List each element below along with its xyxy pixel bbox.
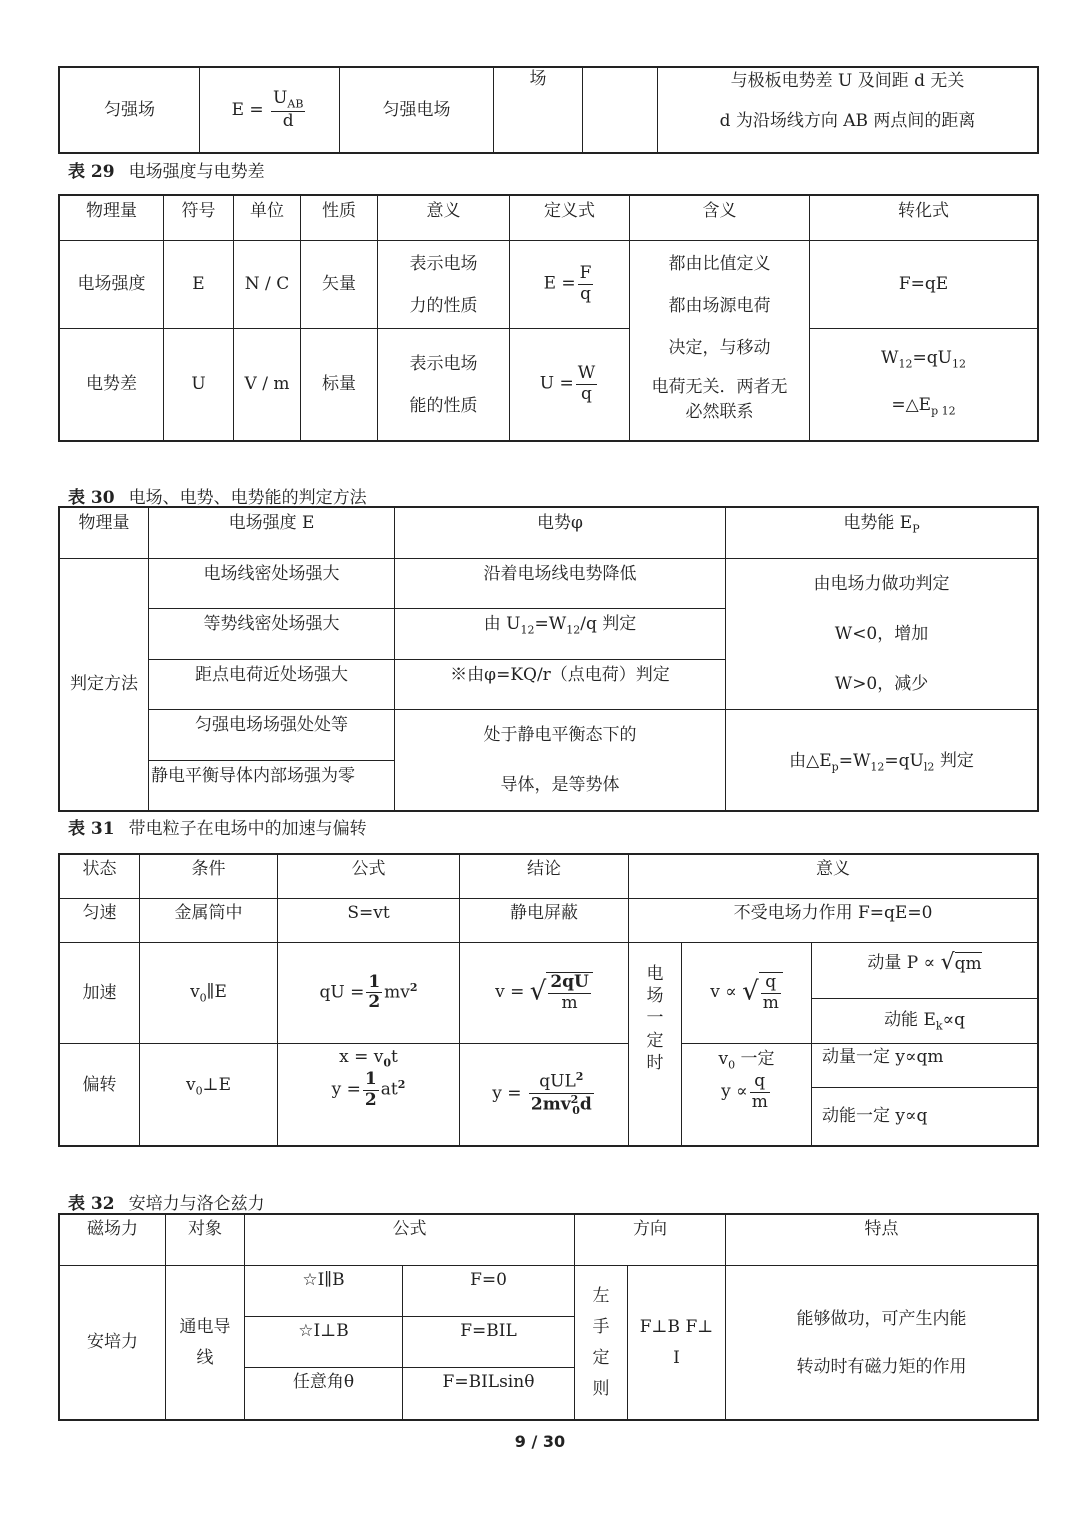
- t32-formula: F=BIL: [403, 1317, 575, 1368]
- t31-formula: S=vt: [278, 899, 460, 943]
- t32-feature: 能够做功，可产生内能 转动时有磁力矩的作用: [726, 1266, 1038, 1420]
- t30-e-rule: 等势线密处场强大: [149, 609, 395, 659]
- t30-phi-rule: ※由φ=KQ/r（点电荷）判定: [395, 659, 726, 709]
- t29-unit: N / C: [234, 241, 301, 329]
- t30-header-phi: 电势φ: [395, 508, 726, 559]
- t32-condition: ☆I⊥B: [245, 1317, 403, 1368]
- cell-formula: E = $\frac{U_{AB}}{d}$: [200, 68, 340, 153]
- t32-formula: F=0: [403, 1266, 575, 1317]
- t30-ep-rule: 由$\triangle E_p=W_{12}=qU_{l2}$ 判定: [726, 710, 1038, 811]
- t32-rule: 左 手 定 则: [575, 1266, 628, 1420]
- t29-header: 定义式: [510, 196, 630, 241]
- t32-name: 安培力: [60, 1266, 166, 1420]
- caption-t30: 表 30 电场、电势、电势能的判定方法: [68, 488, 367, 508]
- t31-deflect-mid: $v_0$ 一定 y ∝ $\frac{q}{m}$: [682, 1043, 812, 1145]
- t31-formula: $x = v_0t$ y = $\frac{1}{2}$ $at^2$: [278, 1043, 460, 1145]
- t29-conversion: F=qE: [810, 241, 1038, 329]
- caption-t32: 表 32 安培力与洛仑兹力: [68, 1194, 265, 1214]
- t29-unit: V / m: [234, 329, 301, 441]
- table-32: [59, 1214, 1038, 1420]
- t30-e-rule: 距点电荷近处场强大: [149, 659, 395, 709]
- t31-state: 加速: [60, 943, 140, 1043]
- t31-energy-relation: 动能 $E_k\propto q$: [812, 999, 1038, 1043]
- cell-notes: 与极板电势差 U 及间距 d 无关 d 为沿场线方向 AB 两点间的距离: [658, 68, 1038, 153]
- table-29: [59, 195, 1038, 441]
- t31-condition: $v_0\perp E$: [140, 1043, 278, 1145]
- t29-symbol: E: [164, 241, 234, 329]
- t31-header: 公式: [278, 855, 460, 899]
- t30-e-rule: 静电平衡导体内部场强为零: [149, 760, 395, 811]
- t31-conclusion: y = $\frac{qUL^2}{2mv^2_0d}$: [460, 1043, 629, 1145]
- t31-momentum-relation: 动量 P ∝ √qm: [812, 943, 1038, 999]
- t29-hanyi: 都由比值定义 都由场源电荷 决定，与移动 电荷无关．两者无 必然联系: [630, 241, 810, 441]
- table-31: [59, 854, 1038, 1146]
- t29-definition: U = $\frac{W}{q}$: [510, 329, 630, 441]
- t31-conclusion: v = √ $\frac{2qU}{m}$: [460, 943, 629, 1043]
- cell-field: 场: [494, 68, 583, 153]
- cell-uniform-electric-field: 匀强电场: [340, 68, 494, 153]
- t30-phi-rule: 沿着电场线电势降低: [395, 559, 726, 609]
- t30-phi-rule: 由 $U_{12}=W_{12}/q$ 判定: [395, 609, 726, 659]
- t29-header: 含义: [630, 196, 810, 241]
- t32-header: 特点: [726, 1215, 1038, 1266]
- t31-condition: 金属筒中: [140, 899, 278, 943]
- t29-meaning: 表示电场 能的性质: [378, 329, 510, 441]
- t29-header: 单位: [234, 196, 301, 241]
- t29-header: 意义: [378, 196, 510, 241]
- t30-ep-rule: 由电场力做功判定 W<0，增加 W>0，减少: [726, 559, 1038, 710]
- t29-header: 符号: [164, 196, 234, 241]
- t30-phi-rule: 处于静电平衡态下的 导体，是等势体: [395, 710, 726, 811]
- t31-energy-const: 动能一定 y∝q: [812, 1087, 1038, 1145]
- t30-header-e: 电场强度 E: [149, 508, 395, 559]
- t32-header: 磁场力: [60, 1215, 166, 1266]
- table-30: [59, 507, 1038, 811]
- t31-state: 偏转: [60, 1043, 140, 1145]
- t31-state: 匀速: [60, 899, 140, 943]
- t31-header: 结论: [460, 855, 629, 899]
- t31-meaning: 不受电场力作用 F=qE=0: [629, 899, 1038, 943]
- t32-formula: F=BILsinθ: [403, 1368, 575, 1420]
- t29-header: 物理量: [60, 196, 164, 241]
- t29-meaning: 表示电场 力的性质: [378, 241, 510, 329]
- cell-empty: [583, 68, 658, 153]
- t29-nature: 矢量: [301, 241, 378, 329]
- t29-header: 转化式: [810, 196, 1038, 241]
- t31-header: 状态: [60, 855, 140, 899]
- t32-condition: ☆I∥B: [245, 1266, 403, 1317]
- uniform-field-table: [59, 67, 1038, 153]
- t29-symbol: U: [164, 329, 234, 441]
- t31-condition: $v_0\parallel E$: [140, 943, 278, 1043]
- t32-header: 公式: [245, 1215, 575, 1266]
- t30-header-ep: 电势能 $E_P$: [726, 508, 1038, 559]
- t31-conclusion: 静电屏蔽: [460, 899, 629, 943]
- t31-header: 意义: [629, 855, 1038, 899]
- t29-name: 电势差: [60, 329, 164, 441]
- caption-t31: 表 31 带电粒子在电场中的加速与偏转: [68, 819, 367, 839]
- t30-e-rule: 匀强电场场强处处等: [149, 710, 395, 761]
- t29-definition: E = $\frac{F}{q}$: [510, 241, 630, 329]
- t30-method: 判定方法: [60, 559, 149, 811]
- t29-nature: 标量: [301, 329, 378, 441]
- t31-field-label: 电 场 一 定 时: [629, 943, 682, 1146]
- t32-direction: F⊥B F⊥ I: [628, 1266, 726, 1420]
- caption-t29: 表 29 电场强度与电势差: [68, 162, 265, 182]
- t32-header: 方向: [575, 1215, 726, 1266]
- t31-momentum-const: 动量一定 y∝qm: [812, 1043, 1038, 1087]
- t29-name: 电场强度: [60, 241, 164, 329]
- page-number: 9 / 30: [514, 1432, 566, 1451]
- t30-e-rule: 电场线密处场强大: [149, 559, 395, 609]
- t29-header: 性质: [301, 196, 378, 241]
- t32-condition: 任意角θ: [245, 1368, 403, 1420]
- t30-header-qty: 物理量: [60, 508, 149, 559]
- t31-accel-mid: v ∝ √ $\frac{q}{m}$: [682, 943, 812, 1043]
- t32-header: 对象: [166, 1215, 245, 1266]
- t29-conversion: $W_{12}=qU_{12}$ $=\triangle E_{p 12}$: [810, 329, 1038, 441]
- t31-formula: qU = $\frac{1}{2}$ $mv^2$: [278, 943, 460, 1043]
- t32-object: 通电导 线: [166, 1266, 245, 1420]
- t31-header: 条件: [140, 855, 278, 899]
- cell-uniform-field: 匀强场: [60, 68, 200, 153]
